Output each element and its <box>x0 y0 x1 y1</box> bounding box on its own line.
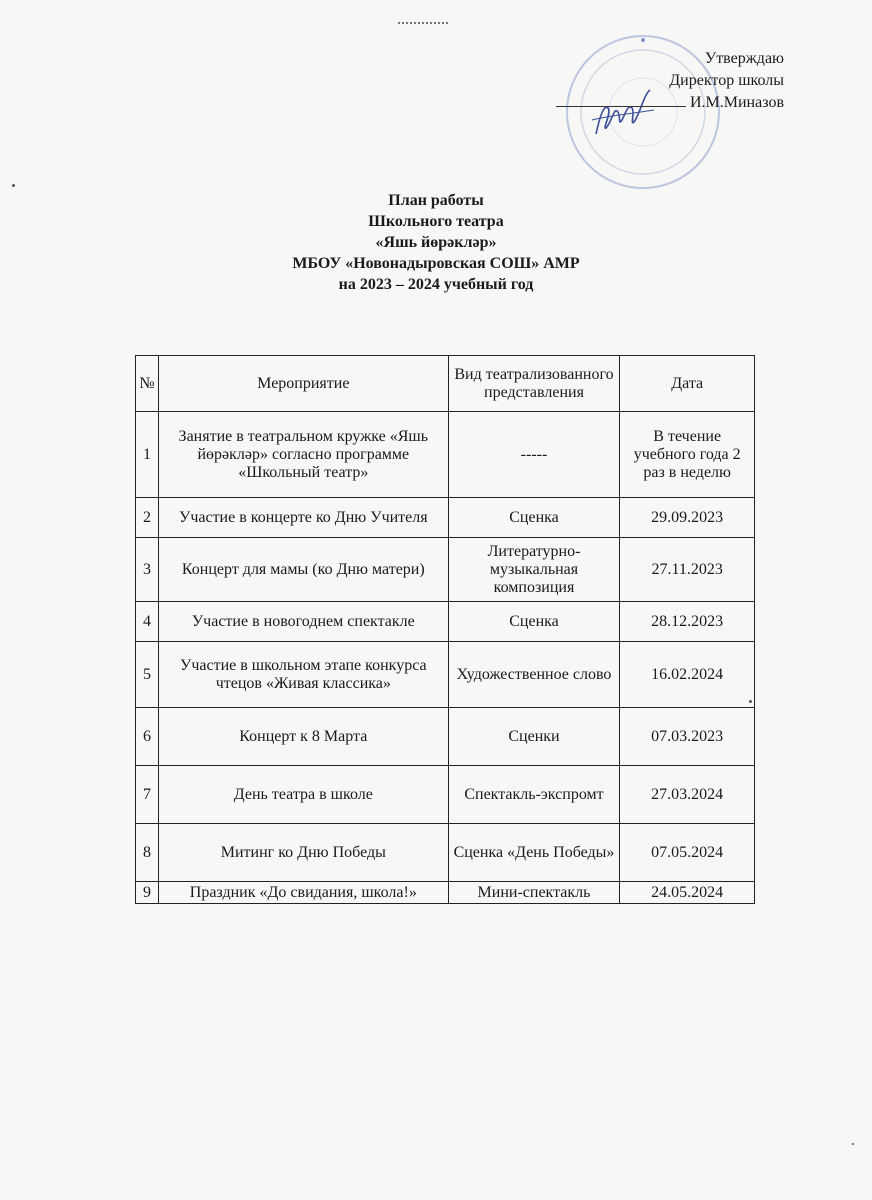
row-event: Митинг ко Дню Победы <box>158 824 448 882</box>
row-kind: Литературно-музыкальная композиция <box>448 538 620 602</box>
table-row <box>136 498 755 538</box>
header-kind: Вид театрализованного представления <box>448 356 620 412</box>
row-event: Участие в школьном этапе конкурса чтецов «Живая классика» <box>158 642 448 708</box>
table-row <box>136 824 755 882</box>
row-number: 5 <box>136 642 159 708</box>
table-row <box>136 602 755 642</box>
row-kind: Сценки <box>448 708 620 766</box>
row-date: 16.02.2024 <box>620 642 755 708</box>
row-date: 27.03.2024 <box>620 766 755 824</box>
table-row <box>136 538 755 602</box>
plan-table <box>135 355 755 904</box>
signature-line <box>556 92 686 107</box>
title-line-3: «Яшь йөрәкләр» <box>375 234 497 251</box>
row-event: Занятие в театральном кружке «Яшь йөрәкләр» согласно программе «Школьный театр» <box>158 412 448 498</box>
document-title <box>0 190 872 295</box>
row-number: 3 <box>136 538 159 602</box>
row-date: 07.05.2024 <box>620 824 755 882</box>
row-event: День театра в школе <box>158 766 448 824</box>
table-row <box>136 766 755 824</box>
header-number: № <box>136 356 159 412</box>
row-number: 9 <box>136 882 159 904</box>
row-date: 29.09.2023 <box>620 498 755 538</box>
row-kind: Сценка <box>448 602 620 642</box>
table-row <box>136 412 755 498</box>
approval-position: Директор школы <box>669 72 784 89</box>
row-kind: Художественное слово <box>448 642 620 708</box>
scan-mark <box>398 22 448 28</box>
title-line-5: на 2023 – 2024 учебный год <box>338 276 534 293</box>
header-date: Дата <box>620 356 755 412</box>
title-line-4: МБОУ «Новонадыровская СОШ» АМР <box>292 255 580 272</box>
row-event: Участие в новогоднем спектакле <box>158 602 448 642</box>
row-number: 8 <box>136 824 159 882</box>
row-number: 6 <box>136 708 159 766</box>
table-row <box>136 882 755 904</box>
row-event: Концерт к 8 Марта <box>158 708 448 766</box>
table-header-row <box>136 356 755 412</box>
approval-name: И.М.Миназов <box>689 94 784 111</box>
approval-word: Утверждаю <box>704 50 784 67</box>
row-date: 24.05.2024 <box>620 882 755 904</box>
row-number: 1 <box>136 412 159 498</box>
row-date: 27.11.2023 <box>620 538 755 602</box>
row-kind: Сценка «День Победы» <box>448 824 620 882</box>
row-date: 07.03.2023 <box>620 708 755 766</box>
row-date: 28.12.2023 <box>620 602 755 642</box>
title-line-2: Школьного театра <box>368 213 504 230</box>
row-number: 7 <box>136 766 159 824</box>
title-line-1: План работы <box>388 192 484 209</box>
header-event: Мероприятие <box>158 356 448 412</box>
table-row <box>136 708 755 766</box>
table-row <box>136 642 755 708</box>
scan-speck <box>852 1143 854 1145</box>
row-number: 4 <box>136 602 159 642</box>
scan-speck <box>12 184 15 187</box>
row-kind: ----- <box>448 412 620 498</box>
row-event: Участие в концерте ко Дню Учителя <box>158 498 448 538</box>
approval-block <box>524 48 784 114</box>
row-kind: Спектакль-экспромт <box>448 766 620 824</box>
row-event: Праздник «До свидания, школа!» <box>158 882 448 904</box>
row-number: 2 <box>136 498 159 538</box>
row-event: Концерт для мамы (ко Дню матери) <box>158 538 448 602</box>
approval-signature-row <box>524 92 784 114</box>
row-kind: Сценка <box>448 498 620 538</box>
row-date: В течение учебного года 2 раз в неделю <box>620 412 755 498</box>
row-kind: Мини-спектакль <box>448 882 620 904</box>
